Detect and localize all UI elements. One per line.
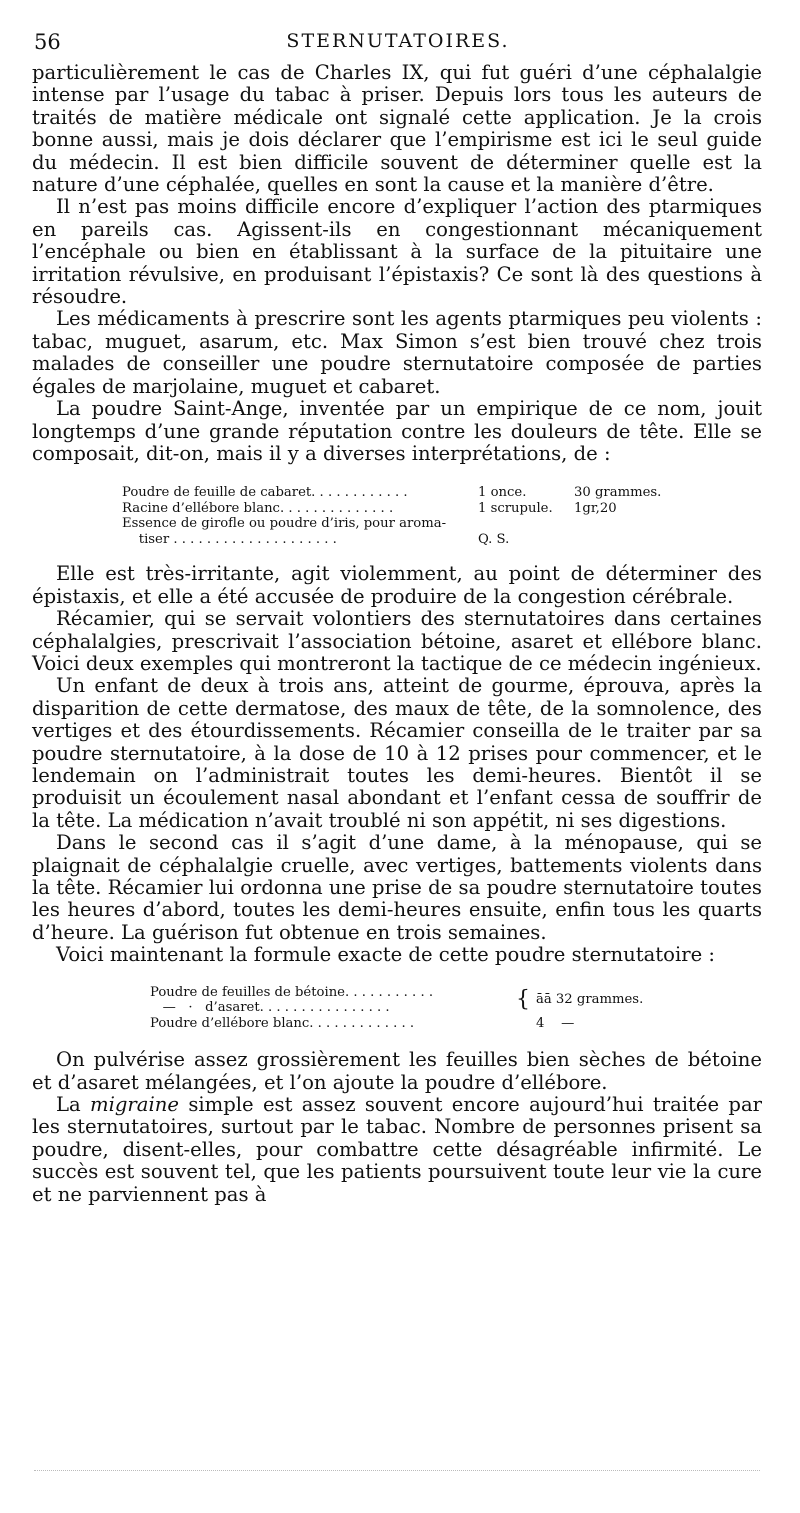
ingredient-name: tiser . . . . . . . . . . . . . . . . . . . . bbox=[122, 531, 337, 547]
recipe-saint-ange bbox=[122, 485, 762, 547]
paragraph-lead: La bbox=[56, 1092, 81, 1116]
ingredient-quantity: āā 32 grammes. bbox=[536, 992, 644, 1008]
ingredient-quantity: 1 scrupule. bbox=[478, 500, 553, 516]
paragraph: La poudre Saint-Ange, inventée par un empirique de ce nom, jouit longtemps d’une grande réputation contre les douleurs de tête. Elle se composait, dit-on, mais il y a diverses interprétations, de : bbox=[32, 397, 762, 465]
ingredient-metric bbox=[574, 532, 661, 548]
paragraph: Un enfant de deux à trois ans, atteint de gourme, éprouva, après la disparition de cette dermatose, des maux de tête, de la somnolence, des vertiges et des étourdissements. Récamier conseilla de le traiter par sa poudre sternutatoire, à la dose de 10 à 12 prises pour commencer, et le lendemain on l’administrait toutes les demi-heures. Bientôt il se produisit un écoulement nasal abondant et l’enfant cessa de souffrir de la tête. La médication n’avait troublé ni son appétit, ni ses digestions. bbox=[32, 674, 762, 832]
recipe-table bbox=[150, 985, 643, 1032]
ingredient-name: — · d’asaret. . . . . . . . . . . . . . . . bbox=[150, 1000, 390, 1016]
paragraph bbox=[32, 1094, 762, 1206]
recipe-row bbox=[150, 1016, 643, 1032]
paragraph: Récamier, qui se servait volontiers des sternutatoires dans certaines céphalalgies, prescrivait l’association bétoine, asaret et ellébore blanc. Voici deux exemples qui montreront la tactique de ce médecin ingénieux. bbox=[32, 607, 762, 675]
recipe-row bbox=[150, 985, 643, 1001]
ingredient-metric: 30 grammes. bbox=[574, 485, 662, 501]
ingredient-name: Poudre d’ellébore blanc. . . . . . . . . . . . . bbox=[150, 1015, 415, 1031]
ingredient-quantity: 4 — bbox=[536, 1015, 575, 1031]
paragraph: On pulvérise assez grossièrement les feuilles bien sèches de bétoine et d’asaret mélangées, et l’on ajoute la poudre d’ellébore. bbox=[32, 1048, 762, 1094]
body-text bbox=[32, 62, 762, 1206]
italic-term: migraine bbox=[90, 1092, 179, 1116]
paragraph: Voici maintenant la formule exacte de cette poudre sternutatoire : bbox=[56, 943, 716, 967]
ingredient-quantity: 1 once. bbox=[478, 485, 527, 501]
brace-glyph: { bbox=[516, 986, 530, 1012]
page-number: 56 bbox=[34, 30, 61, 54]
recipe-row bbox=[122, 516, 661, 532]
ingredient-metric: 1gr,20 bbox=[574, 500, 617, 516]
recipe-row bbox=[122, 485, 661, 501]
paragraph: Les médicaments à prescrire sont les agents ptarmiques peu violents : tabac, muguet, asarum, etc. Max Simon s’est bien trouvé chez trois malades de conseiller une poudre sternutatoire composée de parties égales de marjolaine, muguet et cabaret. bbox=[32, 307, 762, 398]
recipe-row bbox=[122, 501, 661, 517]
footer-rule bbox=[34, 1470, 760, 1471]
recipe-table bbox=[122, 485, 661, 547]
recipe-row bbox=[122, 532, 661, 548]
running-title: STERNUTATOIRES. bbox=[286, 30, 510, 52]
paragraph: Dans le second cas il s’agit d’une dame, à la ménopause, qui se plaignait de céphalalgie cruelle, avec vertiges, battements violents dans la tête. Récamier lui ordonna une prise de sa poudre sternutatoire toutes les heures d’abord, toutes les demi-heures ensuite, enfin tous les quarts d’heure. La guérison fut obtenue en trois semaines. bbox=[32, 831, 762, 944]
paragraph: Il n’est pas moins difficile encore d’expliquer l’action des ptarmiques en pareils cas. Agissent-ils en congestionnant mécaniquement l’encéphale ou bien en établissant à la surface de la pituitaire une irritation révulsive, en produisant l’épistaxis? Ce sont là des questions à résoudre. bbox=[32, 195, 762, 309]
ingredient-quantity: Q. S. bbox=[478, 531, 510, 547]
page-header bbox=[34, 28, 762, 58]
paragraph: particulièrement le cas de Charles IX, qui fut guéri d’une céphalalgie intense par l’usage du tabac à priser. Depuis lors tous les auteurs de traités de matière médicale ont signalé cette application. Je la crois bonne aussi, mais je dois déclarer que l’empirisme est ici le seul guide du médecin. Il est bien difficile souvent de déterminer quelle est la nature d’une céphalée, quelles en sont la cause et la manière d’être. bbox=[32, 61, 762, 197]
ingredient-metric bbox=[574, 516, 661, 532]
paragraph-body: simple est assez souvent encore aujourd’hui traitée par les sternutatoires, surtout par le tabac. Nombre de personnes prisent sa poudre, disent-elles, pour combattre cette désagréable infirmité. Le succès est souvent tel, que les patients poursuivent toute leur vie la cure et ne parviennent pas à bbox=[32, 1092, 763, 1206]
ingredient-name: Poudre de feuilles de bétoine. . . . . . . . . . . bbox=[150, 984, 434, 1000]
paragraph: Elle est très-irritante, agit violemment, au point de déterminer des épistaxis, et elle a été accusée de produire de la congestion cérébrale. bbox=[32, 562, 762, 608]
recipe-recamier bbox=[150, 985, 762, 1032]
ingredient-name: Essence de girofle ou poudre d’iris, pour aroma- bbox=[122, 516, 447, 532]
ingredient-name: Racine d’ellébore blanc. . . . . . . . . . . . . . bbox=[122, 500, 394, 516]
ingredient-name: Poudre de feuille de cabaret. . . . . . . . . . . . bbox=[122, 485, 408, 501]
ingredient-quantity bbox=[478, 516, 574, 532]
